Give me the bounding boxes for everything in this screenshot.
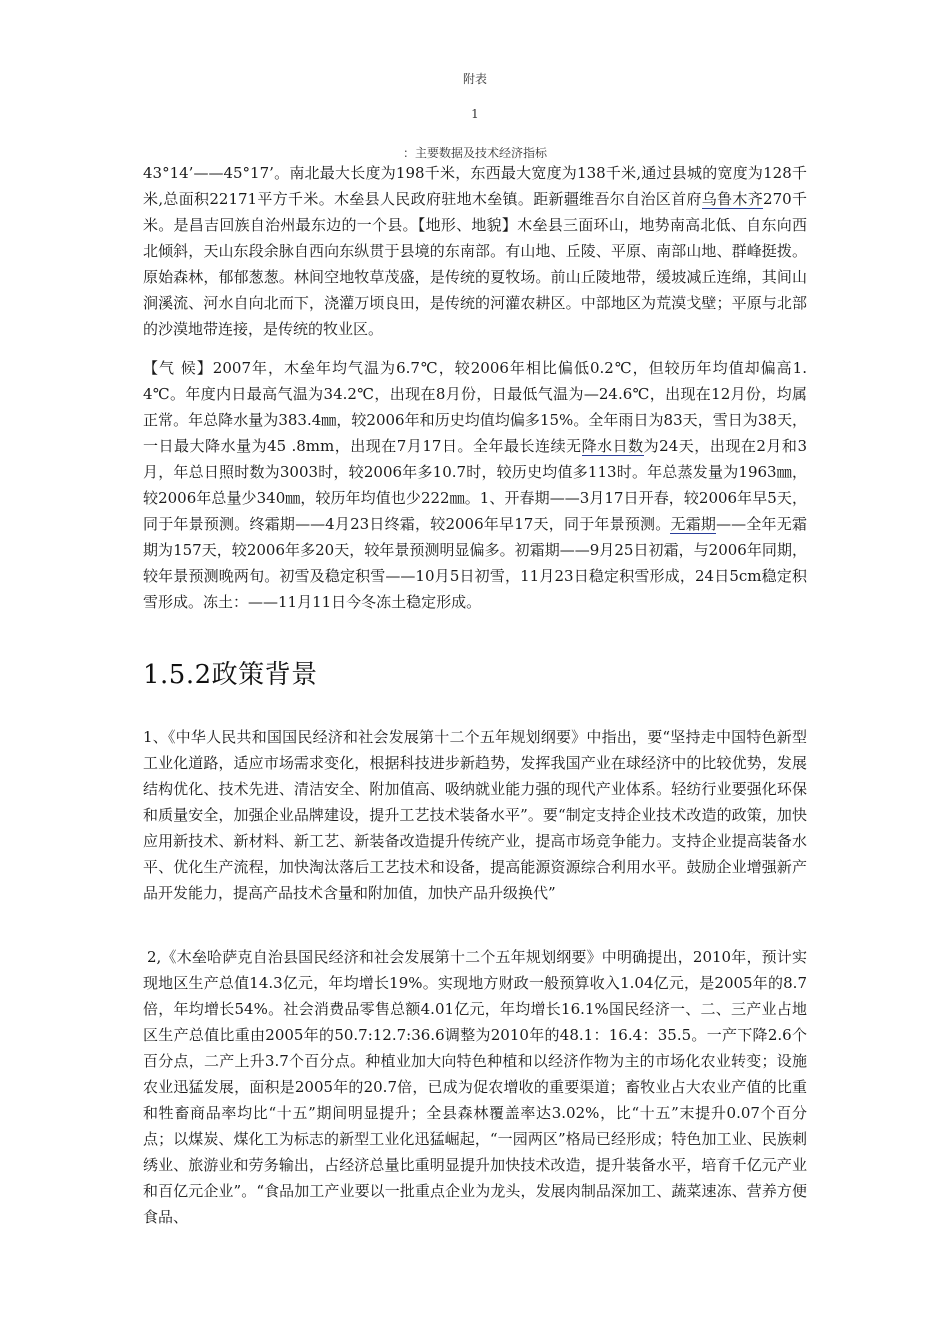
geo-text-end: 270千米。是昌吉回族自治州最东边的一个县。【地形、地貌】木垒县三面环山，地势南高北低、自东向西北倾斜，天山东段余脉自西向东纵贯于县境的东南部。有山地、丘陵、平原、南部山地、群峰挺拨。原始森林，郁郁葱葱。林间空地牧草茂盛，是传统的夏牧场。前山丘陵地带，缓坡减丘连绵，其间山涧溪流、河水自向北而下，浇灌万顷良田，是传统的河灌农耕区。中部地区为荒漠戈壁；平原与北部的沙漠地带连接，是传统的牧业区。 — [143, 190, 807, 338]
section-heading: 1.5.2政策背景 — [143, 660, 318, 690]
climate-text-1: 【气 候】2007年，木垒年均气温为6.7℃，较2006年相比偏低0.2℃，但较历年均值却偏高1.4℃。年度内日最高气温为34.2℃，出现在8月份，日最低气温为—24.6℃，出现在12月份，均属正常。年总降水量为383.4㎜，较2006年和历史均值均偏多15%。全年雨日为83天，雪日为38天，一日最大降水量为45 .8mm，出现在7月17日。全年最长连续无 — [143, 359, 807, 455]
no-rain-days-link[interactable]: 降水日数 — [581, 437, 644, 455]
climate-text-2: 为24天，出现在2月和3月，年总日照时数为3003时，较2006年多10.7时，较历史均值多113时。年总蒸发量为1963㎜，较2006年总量少340㎜，较历年均值也少222㎜。1、开春期——3月17日开春，较2006年早5天，同于年景预测。终霜期——4月23日终霜，较2006年早17天，同于年景预测。 — [143, 437, 807, 533]
policy-paragraph-2: 2,《木垒哈萨克自治县国民经济和社会发展第十二个五年规划纲要》中明确提出，2010年，预计实现地区生产总值14.3亿元，年均增长19%。实现地方财政一般预算收入1.04亿元，是2005年的8.7倍，年均增长54%。社会消费品零售总额4.01亿元，年均增长16.1%国民经济一、二、三产业占地区生产总值比重由2005年的50.7:12.7:36.6调整为2010年的48.1：16.4：35.5。一产下降2.6个百分点，二产上升3.7个百分点。种植业加大向特色种植和以经济作物为主的市场化农业转变；设施农业迅猛发展，面积是2005年的20.7倍，已成为促农增收的重要渠道；畜牧业占大农业产值的比重和牲畜商品率均比“十五”期间明显提升；全县森林覆盖率达3.02%，比“十五”末提升0.07个百分点；以煤炭、煤化工为标志的新型工业化迅猛崛起，“一园两区”格局已经形成；特色加工业、民族刺绣业、旅游业和劳务输出，占经济总量比重明显提升加快技术改造，提升装备水平，培育千亿元产业和百亿元企业”。“食品加工产业要以一批重点企业为龙头，发展肉制品深加工、蔬菜速冻、营养方便食品、 — [143, 948, 807, 1226]
climate-text-3: ——全年无霜期为157天，较2006年多20天，较年景预测明显偏多。初霜期——9月25日初霜，与2006年同期，较年景预测晚两旬。初雪及稳定积雪——10月5日初雪，11月23日稳定积雪形成，24日5cm稳定积雪形成。冻土：——11月11日今冬冻土稳定形成。 — [143, 515, 807, 611]
appendix-title: 附表 — [462, 72, 487, 86]
geo-text-start: 43°14’——45°17’。南北最大长度为198千米，东西最大宽度为138千米,通过县城的宽度为128千米,总面积22171平方千米。木垒县人民政府驻地木垒镇。距新疆维吾尔自治区首府 — [143, 164, 807, 208]
climate-paragraph — [143, 355, 807, 615]
geography-paragraph — [143, 160, 807, 342]
appendix-number: 1 — [471, 107, 479, 121]
appendix-subtitle: ：主要数据及技术经济指标 — [402, 146, 547, 160]
policy-paragraph-1: 1、《中华人民共和国国民经济和社会发展第十二个五年规划纲要》中指出，要“坚持走中国特色新型工业化道路，适应市场需求变化，根据科技进步新趋势，发挥我国产业在球经济中的比较优势，发展结构优化、技术先进、清洁安全、附加值高、吸纳就业能力强的现代产业体系。轻纺行业要强化环保和质量安全，加强企业品牌建设，提升工艺技术装备水平”。要“制定支持企业技术改造的政策，加快应用新技术、新材料、新工艺、新装备改造提升传统产业，提高市场竞争能力。支持企业提高装备水平、优化生产流程，加快淘汰落后工艺技术和设备，提高能源资源综合利用水平。鼓励企业增强新产品开发能力，提高产品技术含量和附加值，加快产品升级换代” — [143, 728, 807, 902]
urumqi-link[interactable]: 乌鲁木齐 — [701, 190, 764, 208]
frost-free-period-link[interactable]: 无霜期 — [670, 515, 717, 533]
